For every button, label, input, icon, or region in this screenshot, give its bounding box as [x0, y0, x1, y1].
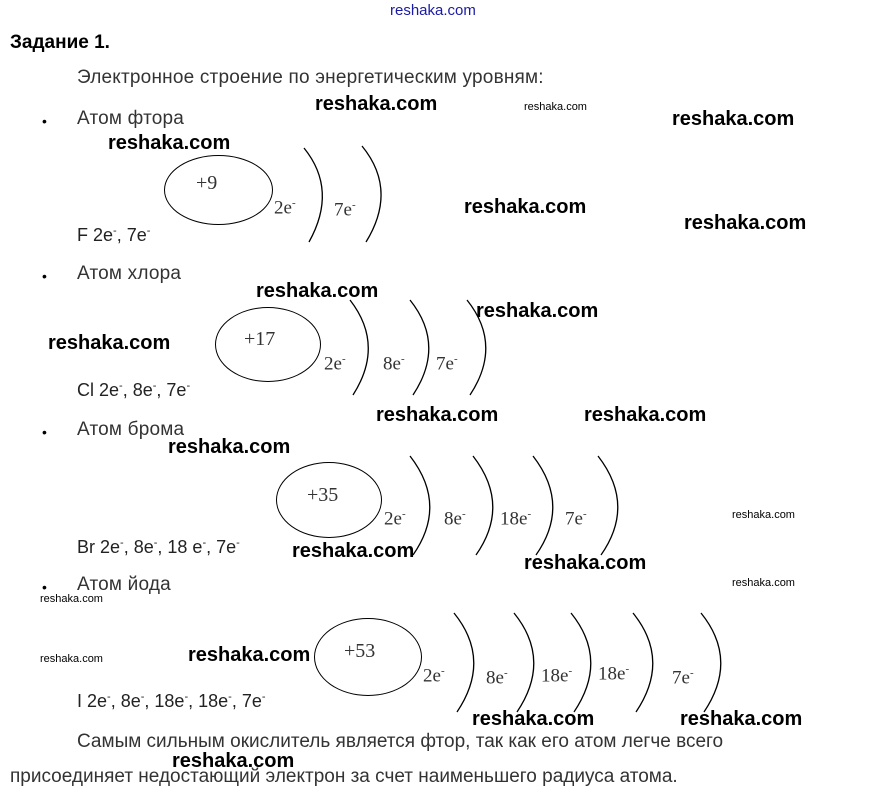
watermark: reshaka.com [680, 708, 803, 730]
atom-label-iodine: Атом йода [77, 574, 171, 595]
watermark: reshaka.com [40, 653, 103, 665]
shell-label: 8e- [486, 667, 508, 689]
shell-label: 2e- [274, 197, 296, 219]
shell-arc [701, 613, 721, 712]
shell-label: 7e- [565, 508, 587, 530]
watermark: reshaka.com [48, 332, 171, 354]
shell-arc [598, 456, 618, 555]
nucleus-charge-iodine: +53 [344, 640, 376, 662]
shell-label: 7e- [672, 667, 694, 689]
watermark: reshaka.com [524, 101, 587, 113]
bullet-icon: • [42, 113, 47, 129]
watermark: reshaka.com [256, 280, 379, 302]
shell-label: 2e- [423, 665, 445, 687]
formula-chlorine: Cl 2e-, 8e-, 7e- [77, 380, 191, 400]
atom-label-fluorine: Атом фтора [77, 108, 185, 129]
task-intro: Электронное строение по энергетическим уровням: [77, 67, 544, 88]
shell-arc [350, 300, 368, 395]
watermark: reshaka.com [732, 577, 795, 589]
formula-bromine: Br 2e-, 8e-, 18 e-, 7e- [77, 537, 240, 557]
watermark: reshaka.com [584, 404, 707, 426]
watermark: reshaka.com [40, 593, 103, 605]
conclusion-line-2: присоединяет недостающий электрон за счет наименьшего радиуса атома. [10, 766, 678, 787]
shell-label: 18e- [598, 663, 630, 685]
nucleus-charge-chlorine: +17 [244, 328, 276, 350]
watermark: reshaka.com [464, 196, 587, 218]
watermark: reshaka.com [472, 708, 595, 730]
watermark: reshaka.com [672, 108, 795, 130]
shell-label: 18e- [500, 508, 532, 530]
shell-arc [410, 300, 429, 395]
formula-fluorine: F 2e-, 7e- [77, 225, 151, 245]
shell-label: 2e- [324, 353, 346, 375]
nucleus-fluorine [164, 155, 273, 225]
shell-arc [454, 613, 474, 712]
watermark: reshaka.com [168, 436, 291, 458]
watermark: reshaka.com [732, 509, 795, 521]
shell-label: 7e- [334, 199, 356, 221]
watermark: reshaka.com [108, 132, 231, 154]
bullet-icon: • [42, 268, 47, 284]
watermark: reshaka.com [172, 750, 295, 772]
watermark: reshaka.com [376, 404, 499, 426]
shell-arc [473, 456, 493, 555]
shell-arc [633, 613, 653, 712]
shell-label: 7e- [436, 353, 458, 375]
conclusion-line-1: Самым сильным окислитель является фтор, так как его атом легче всего [77, 731, 724, 752]
shell-label: 8e- [383, 353, 405, 375]
watermark: reshaka.com [524, 552, 647, 574]
formula-iodine: I 2e-, 8e-, 18e-, 18e-, 7e- [77, 691, 266, 711]
shell-label: 8e- [444, 508, 466, 530]
shell-arc [514, 613, 534, 712]
watermark: reshaka.com [292, 540, 415, 562]
watermark: reshaka.com [476, 300, 599, 322]
shell-arc [362, 146, 381, 242]
watermark-top: reshaka.com [390, 2, 476, 19]
bullet-icon: • [42, 579, 47, 595]
watermark: reshaka.com [684, 212, 807, 234]
shell-label: 18e- [541, 665, 573, 687]
shell-label: 2e- [384, 508, 406, 530]
shell-arc [571, 613, 591, 712]
atom-label-bromine: Атом брома [77, 419, 185, 440]
atom-label-chlorine: Атом хлора [77, 263, 182, 284]
nucleus-charge-bromine: +35 [307, 484, 339, 506]
bullet-icon: • [42, 424, 47, 440]
nucleus-charge-fluorine: +9 [196, 172, 218, 194]
watermark: reshaka.com [315, 93, 438, 115]
task-title: Задание 1. [10, 32, 110, 53]
shell-arc [304, 148, 322, 242]
watermark: reshaka.com [188, 644, 311, 666]
shell-arc [533, 456, 553, 555]
